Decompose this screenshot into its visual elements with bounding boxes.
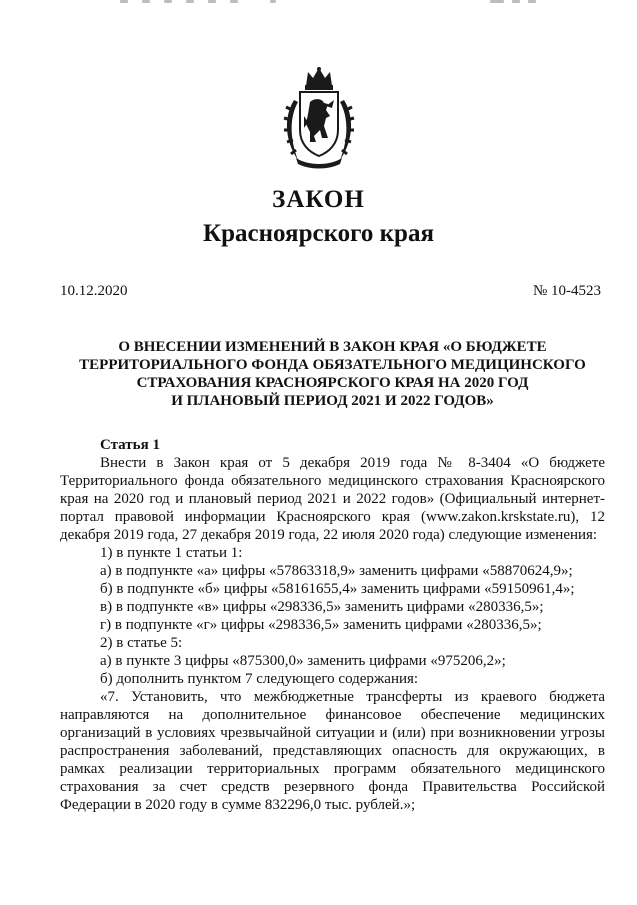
article-title: Статья 1 [100,437,160,453]
heading-line: ТЕРРИТОРИАЛЬНОГО ФОНДА ОБЯЗАТЕЛЬНОГО МЕДИЦИНСКОГО [79,357,586,373]
law-subtitle: Красноярского края [203,220,434,247]
heading-line: О ВНЕСЕНИИ ИЗМЕНЕНИЙ В ЗАКОН КРАЯ «О БЮДЖЕТЕ [118,339,547,355]
scan-artifact [120,0,540,4]
amendment-item: в) в подпункте «в» цифры «298336,5» заменить цифрами «280336,5»; [100,599,544,615]
article-body [60,436,605,814]
amendment-item: 2) в статье 5: [100,635,183,651]
amendment-item: г) в подпункте «г» цифры «298336,5» заменить цифрами «280336,5»; [100,617,542,633]
amendment-item: а) в пункте 3 цифры «875300,0» заменить цифрами «975206,2»; [100,653,506,669]
amendment-quote: «7. Установить, что межбюджетные трансферты из краевого бюджета направляются на дополнительное финансовое обеспечение медицинских организаций в условиях чрезвычайной ситуации и (или) при возникновении угрозы распространения заболеваний, представляющих опасность для окружающих, в рамках реализации территориальных программ обязательного медицинского страхования за счет средств резервного фонда Правительства Российской Федерации в 2020 году в сумме 832296,0 тыс. рублей.»; [60,689,605,813]
law-heading [60,338,605,410]
article-intro: Внести в Закон края от 5 декабря 2019 года № 8-3404 «О бюджете Территориального фонда обязательного медицинского страхования Красноярского края на 2020 год и плановый период 2021 и 2022 годов» (Официальный интернет-портал правовой информации Красноярского края (www.zakon.krskstate.ru), 12 декабря 2019 года, 27 декабря 2019 года, 22 июля 2020 года) следующие изменения: [60,455,605,543]
amendment-item: 1) в пункте 1 статьи 1: [100,545,243,561]
law-title: ЗАКОН [272,186,365,213]
law-number: № 10-4523 [532,283,601,299]
heading-line: СТРАХОВАНИЯ КРАСНОЯРСКОГО КРАЯ НА 2020 ГОД [136,375,529,391]
krasnoyarsk-coat-of-arms-icon [280,66,358,172]
amendment-item: б) дополнить пунктом 7 следующего содержания: [100,671,419,687]
heading-line: И ПЛАНОВЫЙ ПЕРИОД 2021 И 2022 ГОДОВ» [171,393,494,409]
amendment-item: б) в подпункте «б» цифры «58161655,4» заменить цифрами «59150961,4»; [100,581,575,597]
amendment-item: а) в подпункте «а» цифры «57863318,9» заменить цифрами «58870624,9»; [100,563,573,579]
law-date: 10.12.2020 [60,283,128,299]
